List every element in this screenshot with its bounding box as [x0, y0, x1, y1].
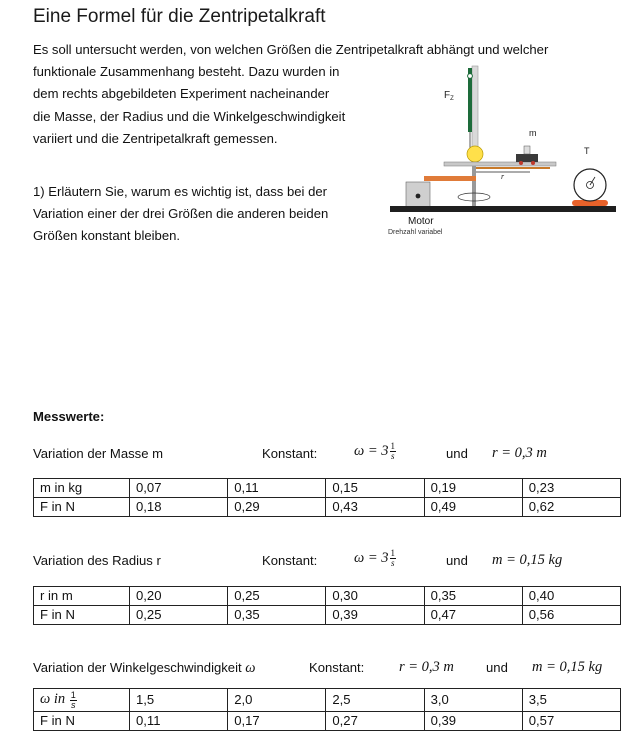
row-label: F in N: [34, 606, 130, 625]
cell: 0,40: [522, 587, 620, 606]
cell: 0,18: [130, 498, 228, 517]
cell: 0,57: [522, 712, 620, 731]
messwerte-label: Messwerte:: [33, 409, 105, 424]
table-mass: [33, 478, 621, 517]
section-3-und: und: [486, 660, 508, 675]
table-omega: [33, 688, 621, 731]
section-2-und: und: [446, 553, 468, 568]
row-label: r in m: [34, 587, 130, 606]
r-label: r: [501, 172, 505, 181]
table-row: [34, 689, 621, 712]
section-1-constant-omega: ω = 3 $\frac{1}{s}$: [354, 441, 396, 461]
cell: 0,62: [522, 498, 620, 517]
cell: 0,35: [424, 587, 522, 606]
fz-label: $F_Z$: [444, 90, 454, 102]
cell: 3,5: [522, 689, 620, 712]
cell: 0,39: [326, 606, 424, 625]
mass-weight: [524, 146, 530, 154]
fraction: $\frac{1}{s}$: [70, 689, 76, 710]
pulley: [467, 146, 483, 162]
section-1-title: Variation der Masse m: [33, 446, 164, 461]
cell: 0,15: [326, 479, 424, 498]
question-1: [33, 181, 393, 248]
section-2-constant-omega: ω = 3 $\frac{1}{s}$: [354, 548, 396, 568]
fraction: $\frac{1}{s}$: [390, 441, 396, 461]
section-1-konstant: Konstant:: [262, 446, 318, 461]
section-2-konstant: Konstant:: [262, 553, 318, 568]
question-line: Größen konstant bleiben.: [33, 228, 181, 244]
cell: 0,49: [424, 498, 522, 517]
section-3-constant-m: m = 0,15 kg: [532, 659, 603, 675]
row-label: F in N: [34, 712, 130, 731]
section-1-und: und: [446, 446, 468, 461]
page-title: Eine Formel für die Zentripetalkraft: [33, 6, 326, 27]
mass-carriage: [516, 154, 538, 162]
experiment-figure: [384, 58, 620, 238]
base-plate: [390, 206, 616, 212]
intro-line: Es soll untersucht werden, von welchen Größen die Zentripetalkraft abhängt und welcher: [33, 42, 549, 57]
cell: 0,19: [424, 479, 522, 498]
cell: 0,27: [326, 712, 424, 731]
question-line: Variation einer der drei Größen die anderen beiden: [33, 206, 329, 222]
cell: 0,11: [228, 479, 326, 498]
table-row: [34, 479, 621, 498]
cell: 0,39: [424, 712, 522, 731]
cell: 0,07: [130, 479, 228, 498]
cell: 2,5: [326, 689, 424, 712]
table-row: [34, 587, 621, 606]
cell: 0,47: [424, 606, 522, 625]
belt: [424, 176, 476, 181]
table-row: [34, 712, 621, 731]
section-3-konstant: Konstant:: [309, 660, 365, 675]
cell: 0,56: [522, 606, 620, 625]
cell: 1,5: [130, 689, 228, 712]
intro-line: funktionale Zusammenhang besteht. Dazu wurden in: [33, 64, 340, 80]
cell: 2,0: [228, 689, 326, 712]
m-label: m: [529, 128, 537, 138]
intro-line: dem rechts abgebildeten Experiment nacheinander: [33, 86, 330, 102]
cell: 0,43: [326, 498, 424, 517]
section-3-constant-r: r = 0,3 m: [399, 659, 454, 675]
section-3-title: Variation der Winkelgeschwindigkeit ω: [33, 660, 256, 676]
cell: 3,0: [424, 689, 522, 712]
cell: 0,11: [130, 712, 228, 731]
section-2-title: Variation des Radius r: [33, 553, 161, 568]
force-meter-ring: [468, 74, 473, 79]
motor-label: Motor: [408, 216, 434, 227]
table-radius: [33, 586, 621, 625]
rotating-table: [444, 162, 556, 166]
rail: [476, 167, 550, 169]
row-label: ω in $\frac{1}{s}$: [34, 689, 130, 712]
fraction: $\frac{1}{s}$: [390, 548, 396, 568]
row-label: F in N: [34, 498, 130, 517]
table-row: [34, 498, 621, 517]
intro-line: die Masse, der Radius und die Winkelgeschwindigkeit: [33, 108, 346, 124]
row-label: m in kg: [34, 479, 130, 498]
section-2-constant-m: m = 0,15 kg: [492, 552, 563, 568]
cell: 0,20: [130, 587, 228, 606]
t-label: T: [584, 146, 590, 156]
cell: 0,25: [130, 606, 228, 625]
cell: 0,35: [228, 606, 326, 625]
table-row: [34, 606, 621, 625]
shaft: [472, 166, 476, 206]
cell: 0,29: [228, 498, 326, 517]
cell: 0,25: [228, 587, 326, 606]
section-1-constant-r: r = 0,3 m: [492, 445, 547, 461]
intro-line: variiert und die Zentripetalkraft gemessen.: [33, 130, 278, 146]
motor-sublabel: Drehzahl variabel: [388, 229, 443, 236]
question-line: 1) Erläutern Sie, warum es wichtig ist, dass bei der: [33, 184, 328, 199]
cell: 0,30: [326, 587, 424, 606]
cell: 0,17: [228, 712, 326, 731]
cell: 0,23: [522, 479, 620, 498]
